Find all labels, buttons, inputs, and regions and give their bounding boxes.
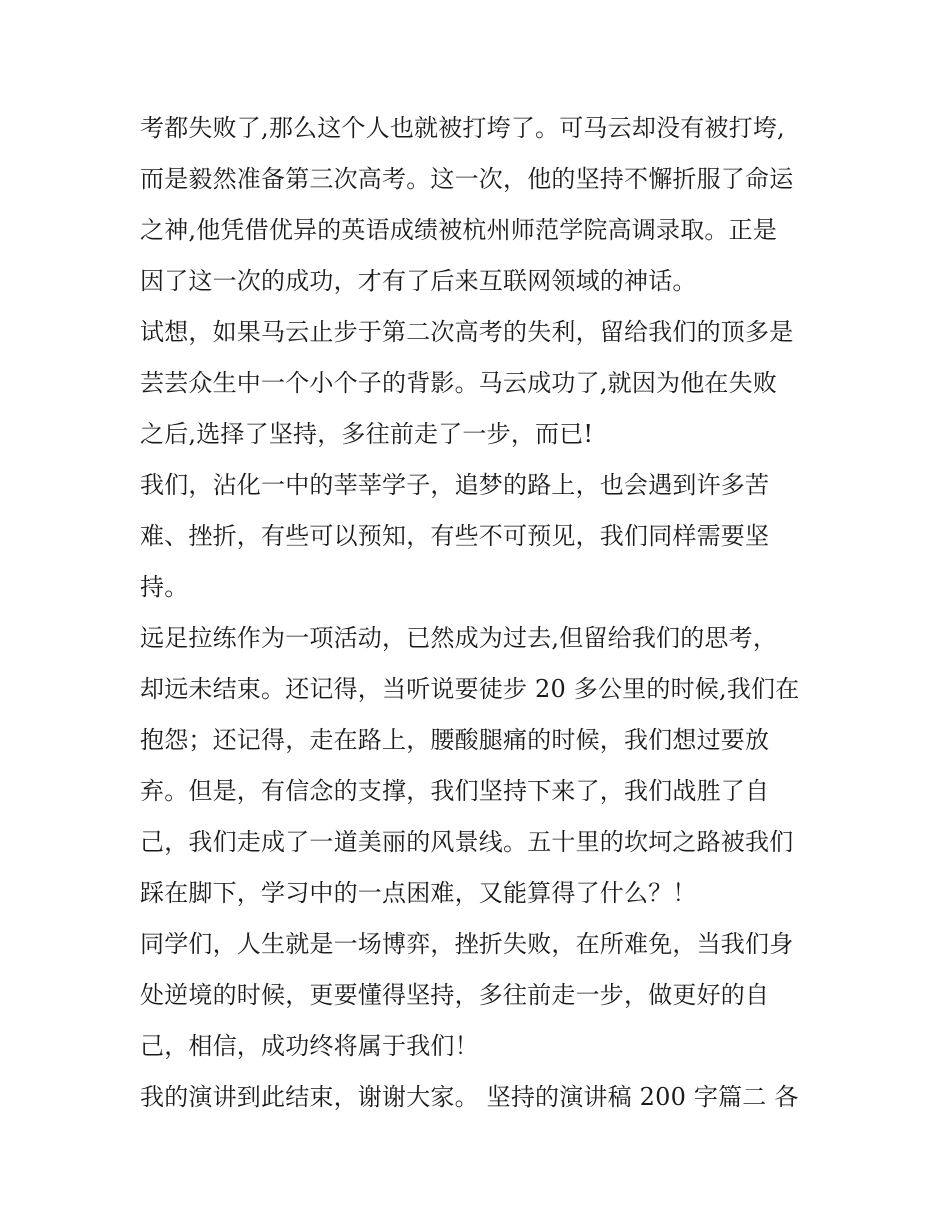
text-line: 我们，沾化一中的莘莘学子，追梦的路上，也会遇到许多苦 (140, 471, 770, 499)
text-line: 处逆境的时候，更要懂得坚持，多往前走一步，做更好的自 (140, 981, 770, 1009)
text-line: 却远未结束。还记得，当听说要徒步 20 多公里的时候,我们在 (140, 675, 800, 703)
text-line: 己，相信，成功终将属于我们！ (140, 1032, 479, 1060)
text-line: 而是毅然准备第三次高考。这一次，他的坚持不懈折服了命运 (140, 165, 794, 193)
text-line: 持。 (140, 573, 189, 601)
text-line: 考都失败了,那么这个人也就被打垮了。可马云却没有被打垮, (140, 114, 785, 142)
text-line: 己，我们走成了一道美丽的风景线。五十里的坎坷之路被我们 (140, 828, 794, 856)
text-line: 同学们，人生就是一场博弈，挫折失败，在所难免，当我们身 (140, 930, 794, 958)
text-line: 难、挫折，有些可以预知，有些不可预见，我们同样需要坚 (140, 522, 770, 550)
text-line: 远足拉练作为一项活动，已然成为过去,但留给我们的思考， (140, 624, 778, 652)
text-line: 因了这一次的成功，才有了后来互联网领域的神话。 (140, 267, 697, 295)
text-line: 芸芸众生中一个小个子的背影。马云成功了,就因为他在失败 (140, 369, 778, 397)
text-line: 之神,他凭借优异的英语成绩被杭州师范学院高调录取。正是 (140, 216, 778, 244)
text-line: 试想，如果马云止步于第二次高考的失利，留给我们的顶多是 (140, 318, 794, 346)
text-line: 之后,选择了坚持，多往前走了一步，而已! (140, 420, 594, 448)
text-line: 抱怨；还记得，走在路上，腰酸腿痛的时候，我们想过要放 (140, 726, 770, 754)
text-line: 踩在脚下，学习中的一点困难，又能算得了什么？！ (140, 879, 697, 907)
text-line: 弃。但是，有信念的支撑，我们坚持下来了，我们战胜了自 (140, 777, 770, 805)
text-line: 我的演讲到此结束，谢谢大家。 坚持的演讲稿 200 字篇二 各 (140, 1083, 799, 1111)
document-body (140, 103, 820, 1123)
